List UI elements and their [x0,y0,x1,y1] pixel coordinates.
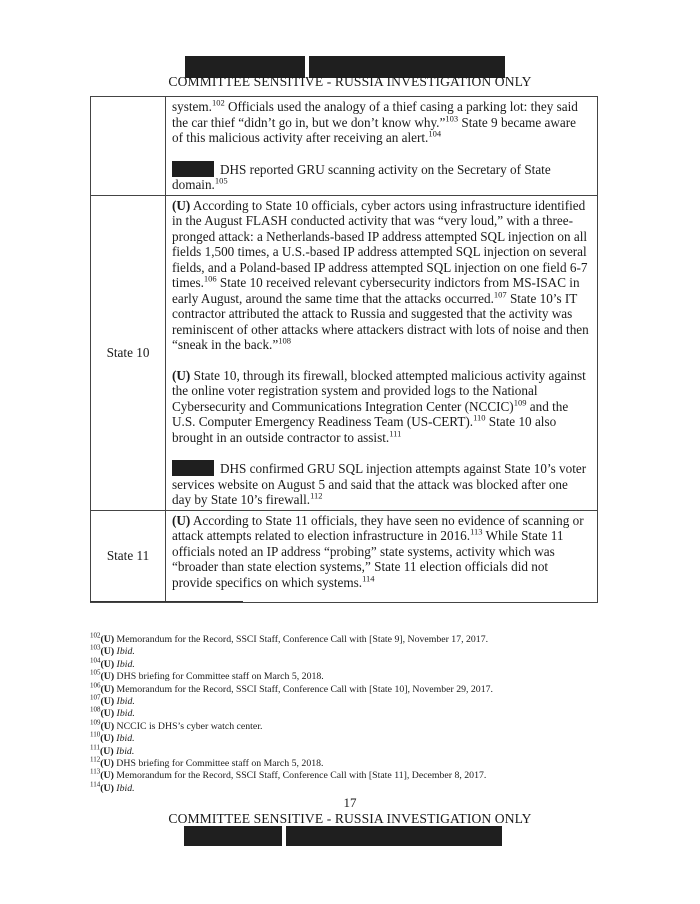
classification-marking: (U) [100,708,115,720]
paragraph-text: State 9 became aware of this malicious activity after receiving an alert. [172,114,576,145]
footnote-text: Ibid. [114,646,135,658]
paragraph [172,161,589,193]
footnote [90,780,610,795]
footnote [90,668,610,683]
paragraph [172,460,589,508]
footnote-ref: 102 [211,97,225,108]
row-label [91,97,166,196]
footnote-number: 105 [90,668,101,677]
table-row [91,510,598,603]
footnote-ref: 107 [493,289,507,300]
footnote-text: Ibid. [113,782,135,794]
footnote-number: 104 [90,656,101,665]
paragraph-text: DHS confirmed GRU SQL injection attempts against State 10’s voter services website on August 5 and said that the attack was blocked after one day by State 10’s firewall. [172,461,587,507]
footnote [90,631,610,646]
paragraph-text: According to State 11 officials, they have seen no evidence of scanning or attack attempts related to election infrastructure in 2016. [172,512,584,543]
footnote-number: 112 [90,755,101,764]
page-number: 17 [343,795,357,810]
classification-header: COMMITTEE SENSITIVE - RUSSIA INVESTIGATION ONLY [168,74,532,89]
footnote-ref: 105 [214,175,228,186]
footnote-text: Ibid. [114,696,135,708]
footnote-ref: 111 [389,428,402,439]
footnote-text: Memorandum for the Record, SSCI Staff, Conference Call with [State 11], December 8, 2017. [113,770,487,782]
paragraph-text: and the U.S. Computer Emergency Readiness Team (US-CERT). [172,398,569,429]
paragraph-text: State 10, through its firewall, blocked attempted malicious activity against the online voter registration system and provided logs to the National Cybersecurity and Communications Integration Center (NCCIC) [172,367,586,414]
footnote-number: 110 [90,730,101,739]
footnote-separator [90,601,243,602]
footnote-text: Ibid. [114,658,135,670]
classification-marking: (U) [100,758,114,770]
paragraph [172,368,589,446]
row-label: State 11 [91,510,166,603]
footnote [90,693,610,708]
footnote [90,730,610,745]
redaction-bar-bottom-left [184,826,282,846]
paragraph [172,513,589,591]
footnote-ref: 108 [278,335,291,346]
footnote-number: 107 [90,693,101,702]
footnote-ref: 106 [203,273,217,284]
footnote-text: Memorandum for the Record, SSCI Staff, Conference Call with [State 10], November 29, 2017. [114,683,493,695]
classification-footer: COMMITTEE SENSITIVE - RUSSIA INVESTIGATION ONLY [168,811,532,826]
footnote-number: 108 [90,706,101,715]
state-table [90,96,598,603]
footnote-number: 106 [90,681,101,690]
footnote [90,743,610,758]
footnote-text: Memorandum for the Record, SSCI Staff, Conference Call with [State 9], November 17, 2017. [114,634,489,645]
footnote-ref: 109 [513,397,527,408]
classification-marking: (U) [100,696,115,708]
classification-marking: (U) [100,671,115,683]
paragraph-text: system. [172,99,212,114]
footnote-ref: 110 [473,412,486,423]
footnote-ref: 112 [310,490,323,501]
footnote-number: 111 [90,743,100,752]
row-text [166,97,598,196]
footnote-ref: 103 [445,113,459,124]
paragraph-text: While State 11 officials noted an IP address “probing” state systems, activity which was “broader than state election systems,” State 11 election officials did not provide specifics on which systems. [172,528,564,590]
footnote [90,681,610,696]
paragraph [172,198,589,353]
footnote-text: DHS briefing for Committee staff on March 5, 2018. [114,671,324,683]
footnote [90,770,610,782]
classification-marking: (U) [100,733,114,745]
footnote-text: DHS briefing for Committee staff on March 5, 2018. [113,758,324,770]
footnote-text: Ibid. [113,733,135,745]
paragraph-text: DHS reported GRU scanning activity on the Secretary of State domain. [172,161,551,192]
table-row [91,195,598,510]
footnote-number: 113 [90,768,101,777]
footnote-ref: 114 [362,573,375,584]
row-label: State 10 [91,195,166,510]
footnote-ref: 104 [428,128,442,139]
classification-marking: (U) [100,658,115,670]
redaction-marking [172,460,214,476]
classification-marking: (U) [100,683,115,695]
footnote-ref: 113 [470,526,483,537]
classification-marking: (U) [99,745,114,757]
classification-marking: (U) [172,512,191,528]
row-text [166,510,598,603]
classification-marking: (U) [100,782,114,794]
classification-marking: (U) [172,367,191,383]
footnote [90,718,610,733]
footnote-number: 114 [90,780,101,789]
paragraph-text: According to State 10 officials, cyber actors using infrastructure identified in the August FLASH conducted activity that was “very loud,” with a three-pronged attack: a Netherlands-based IP address attempted SQL injection on all fields 1,500 times, a U.S.-based IP address attempted SQL injection on several fields, and a Poland-based IP address attempted SQL injection on one field 6-7 times. [172,197,588,290]
footnote-number: 103 [90,644,101,653]
footnote [90,708,610,720]
footnote [90,646,610,658]
paragraph-text: State 10 received relevant cybersecurity indictors from MS-ISAC in early August, around the same time that the attacks occurred. [172,275,580,306]
classification-marking: (U) [172,197,191,213]
table-row [91,97,598,196]
row-text [166,195,598,510]
redaction-bar-bottom-right [286,826,502,846]
paragraph-text: Officials used the analogy of a thief casing a parking lot: they said the car thief “didn’t go in, but we don’t know why.” [172,99,578,130]
footnote [90,656,610,671]
classification-marking: (U) [100,770,114,782]
footnote-text: NCCIC is DHS’s cyber watch center. [114,720,263,732]
classification-marking: (U) [100,634,115,645]
footnote [90,755,610,770]
classification-marking: (U) [100,646,115,658]
redaction-marking [172,161,214,177]
paragraph [172,99,589,146]
footnote-number: 102 [90,631,101,640]
classification-marking: (U) [100,720,115,732]
footnote-text: Ibid. [113,745,135,757]
paragraph-text: State 10’s IT contractor attributed the attack to Russia and suggested that the activity was reminiscent of other attacks where attackers distract with lots of noise and then “sneak in the back.” [172,290,589,352]
footnotes [90,631,610,795]
footnote-text: Ibid. [114,708,135,720]
footnote-number: 109 [90,718,101,727]
paragraph-text: State 10 also brought in an outside contractor to assist. [172,414,557,445]
